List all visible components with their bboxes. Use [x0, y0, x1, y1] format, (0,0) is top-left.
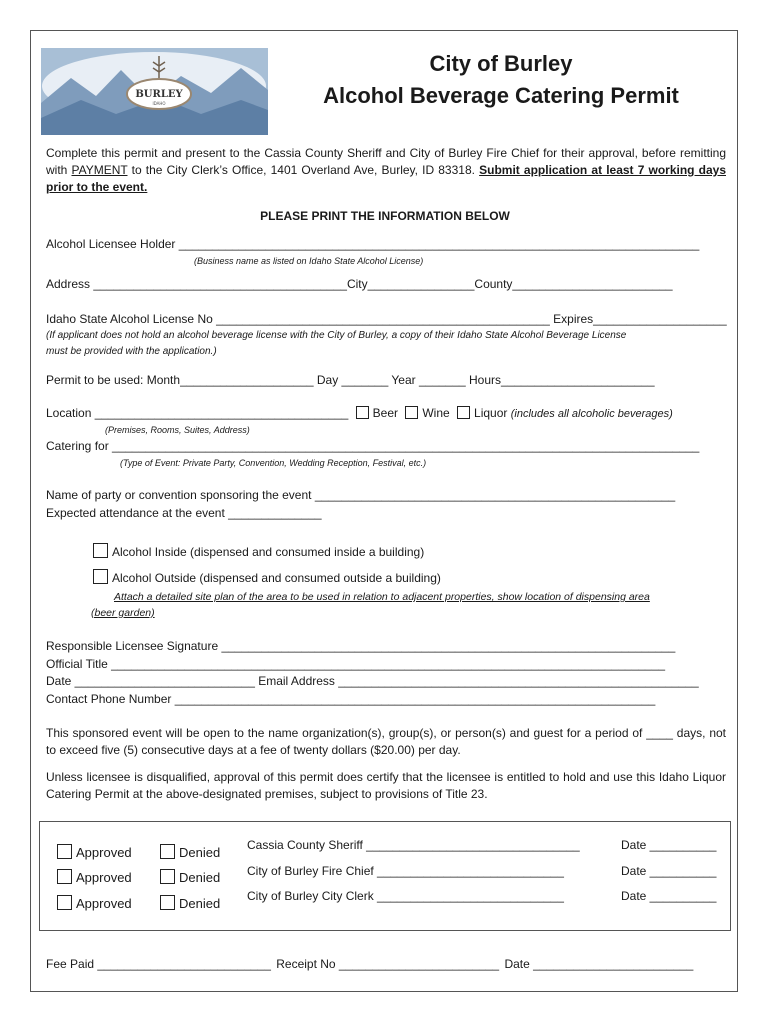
approved-checkbox-2[interactable] [57, 869, 72, 884]
approval-row-3-approved [57, 895, 132, 911]
intro-text-1: Complete this permit and present to the Cassia County Sheriff and City of Burley Fire Chief for their approval, before remitting with [46, 146, 726, 177]
sponsor-field[interactable]: Name of party or convention sponsoring the event ______________________________________________________ [46, 488, 676, 502]
catering-field[interactable]: Catering for ________________________________________________________________________________________ [46, 439, 700, 453]
approved-label-3: Approved [76, 896, 132, 911]
submit-deadline: Submit application at least 7 working days prior to the event. [46, 163, 726, 194]
attendance-field[interactable]: Expected attendance at the event ______________ [46, 506, 322, 520]
site-plan-note-2: (beer garden) [91, 607, 155, 619]
intro-text-2: to the City Clerk’s Office, 1401 Overland Ave, Burley, ID 83318. [127, 163, 480, 177]
denied-label-1: Denied [179, 845, 221, 860]
signature-date-field[interactable]: Date ___________________________ [46, 674, 255, 688]
license-note-2: must be provided with the application.) [46, 346, 217, 357]
approval-row-3-denied [160, 895, 220, 911]
alcohol-outside-label: Alcohol Outside (dispensed and consumed outside a building) [112, 571, 441, 585]
approval-row-2-denied [160, 869, 220, 885]
intro-paragraph [46, 145, 726, 196]
approval-row-1-denied [160, 844, 220, 860]
fire-chief-date-field[interactable]: Date __________ [621, 864, 717, 878]
permit-date-field[interactable]: Permit to be used: Month____________________ Day _______ Year _______ Hours_______________________ [46, 373, 655, 387]
location-row [46, 406, 673, 420]
receipt-number-field[interactable]: Receipt No ________________________ [276, 957, 500, 971]
permit-page [30, 30, 738, 992]
location-field[interactable]: Location ______________________________________ [46, 406, 349, 420]
license-number-field[interactable]: Idaho State Alcohol License No __________________________________________________ Expires____________________ [46, 312, 727, 326]
licensee-holder-field[interactable]: Alcohol Licensee Holder ______________________________________________________________________________ [46, 237, 700, 251]
licensee-note: (Business name as listed on Idaho State Alcohol License) [194, 256, 424, 266]
license-note-1: (If applicant does not hold an alcohol beverage license with the City of Burley, a copy of their Idaho State Alcohol Beverage License [46, 330, 627, 341]
page-title-line1: City of Burley [429, 51, 573, 76]
city-clerk-date-field[interactable]: Date __________ [621, 889, 717, 903]
location-note: (Premises, Rooms, Suites, Address) [105, 425, 250, 435]
liquor-note: (includes all alcoholic beverages) [510, 408, 673, 420]
footer-date-field[interactable]: Date ________________________ [504, 957, 694, 971]
alcohol-inside-checkbox[interactable] [93, 543, 108, 558]
approved-label-1: Approved [76, 845, 132, 860]
liquor-label: Liquor [474, 406, 508, 420]
logo-subtext: IDAHO [152, 101, 166, 106]
beer-checkbox[interactable] [356, 406, 369, 419]
official-title-field[interactable]: Official Title ___________________________________________________________________________________ [46, 657, 666, 671]
email-field[interactable]: Email Address ______________________________________________________ [258, 674, 699, 688]
sheriff-date-field[interactable]: Date __________ [621, 838, 717, 852]
denied-checkbox-3[interactable] [160, 895, 175, 910]
site-plan-note-1: Attach a detailed site plan of the area to be used in relation to adjacent properties, show location of dispensing area [114, 591, 650, 603]
denied-label-3: Denied [179, 896, 221, 911]
burley-logo [41, 48, 268, 135]
approval-box [39, 821, 731, 931]
liquor-checkbox[interactable] [457, 406, 470, 419]
alcohol-outside-checkbox[interactable] [93, 569, 108, 584]
contact-phone-field[interactable]: Contact Phone Number ________________________________________________________________________ [46, 692, 656, 706]
page-title-line2: Alcohol Beverage Catering Permit [323, 83, 679, 108]
denied-checkbox-2[interactable] [160, 869, 175, 884]
approved-checkbox-3[interactable] [57, 895, 72, 910]
licensee-signature-field[interactable]: Responsible Licensee Signature ____________________________________________________________________ [46, 639, 676, 653]
date-email-row [46, 674, 699, 688]
footer-row [46, 957, 693, 971]
address-field[interactable]: Address ______________________________________City________________County________________________ [46, 277, 673, 291]
approved-label-2: Approved [76, 870, 132, 885]
city-clerk-signature-field[interactable]: City of Burley City Clerk ____________________________ [247, 889, 564, 903]
wine-checkbox[interactable] [405, 406, 418, 419]
alcohol-inside-label: Alcohol Inside (dispensed and consumed inside a building) [112, 545, 425, 559]
payment-word: PAYMENT [71, 163, 128, 177]
alcohol-inside-option [93, 543, 424, 559]
fee-paid-field[interactable]: Fee Paid __________________________ [46, 957, 271, 971]
alcohol-outside-option [93, 569, 441, 585]
sheriff-signature-field[interactable]: Cassia County Sheriff ________________________________ [247, 838, 580, 852]
denied-checkbox-1[interactable] [160, 844, 175, 859]
approval-terms: Unless licensee is disqualified, approval of this permit does certify that the licensee is entitled to hold and use this Idaho Liquor Catering Permit at the above-designated premises, subject to provisions of Title 23. [46, 770, 726, 801]
approval-row-1-approved [57, 844, 132, 860]
fire-chief-signature-field[interactable]: City of Burley Fire Chief ____________________________ [247, 864, 564, 878]
wine-label: Wine [422, 406, 450, 420]
logo-text: BURLEY [135, 89, 183, 100]
sponsored-event-terms: This sponsored event will be open to the name organization(s), group(s), or person(s) and guest for a period of ____ days, not to exceed five (5) consecutive days at a fee of twenty dollars ($20.00) per day. [46, 726, 726, 757]
beer-label: Beer [372, 406, 399, 420]
logo-graphic [41, 48, 268, 135]
denied-label-2: Denied [179, 870, 221, 885]
approved-checkbox-1[interactable] [57, 844, 72, 859]
print-instruction: PLEASE PRINT THE INFORMATION BELOW [260, 209, 510, 223]
catering-note: (Type of Event: Private Party, Convention, Wedding Reception, Festival, etc.) [120, 458, 427, 468]
approval-row-2-approved [57, 869, 132, 885]
